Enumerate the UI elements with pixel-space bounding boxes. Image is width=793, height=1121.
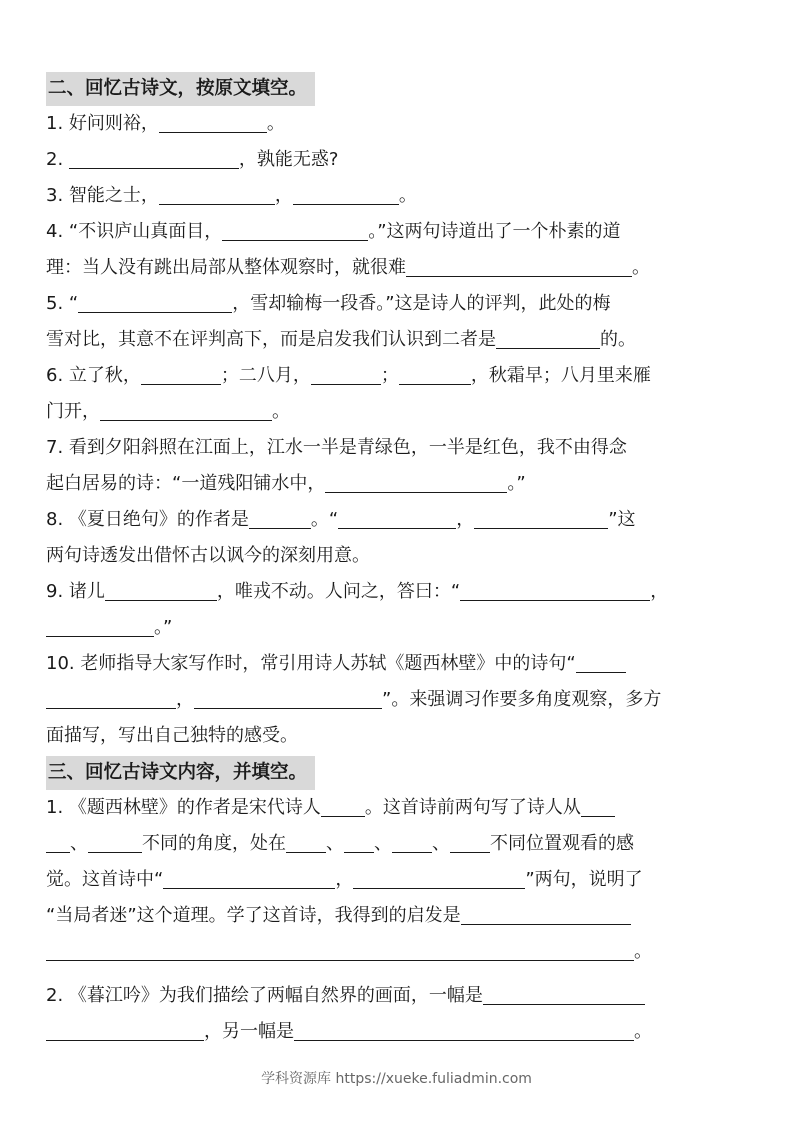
question-6-line-2: 门开， 。: [46, 394, 738, 430]
question-3: 3. 智能之士， ， 。: [46, 178, 738, 214]
answer-blank[interactable]: [294, 1018, 634, 1041]
section-2-questions: [46, 106, 738, 754]
question-9-line-2: 。”: [46, 610, 738, 646]
question-4-line-2: 理：当人没有跳出局部从整体观察时，就很难 。: [46, 250, 738, 286]
answer-blank[interactable]: [46, 1018, 204, 1041]
answer-blank[interactable]: [46, 614, 154, 637]
question-10-line-1: 10. 老师指导大家写作时，常引用诗人苏轼《题西林壁》中的诗句“: [46, 646, 738, 682]
question-8-line-2: 两句诗透发出借怀古以讽今的深刻用意。: [46, 545, 370, 566]
question-7-line-2: 起白居易的诗：“一道残阳铺水中， 。”: [46, 466, 738, 502]
answer-blank[interactable]: [194, 686, 382, 709]
s3-question-1-line-5: 。: [46, 934, 738, 970]
answer-blank[interactable]: [325, 470, 507, 493]
answer-blank[interactable]: [353, 866, 525, 889]
answer-blank[interactable]: [311, 362, 381, 385]
s3-question-1-line-4: “当局者迷”这个道理。学了这首诗，我得到的启发是: [46, 898, 738, 934]
answer-blank[interactable]: [406, 254, 632, 277]
question-5-line-2: 雪对比，其意不在评判高下，而是启发我们认识到二者是 的。: [46, 322, 738, 358]
answer-blank[interactable]: [159, 110, 267, 133]
answer-blank[interactable]: [460, 578, 650, 601]
answer-blank[interactable]: [88, 830, 142, 853]
question-6-line-1: 6. 立了秋， ；二八月， ； ，秋霜早；八月里来雁: [46, 358, 738, 394]
s3-question-1-line-2: 、 不同的角度，处在 、 、 、 不同位置观看的感: [46, 826, 738, 862]
answer-blank[interactable]: [249, 506, 311, 529]
answer-blank[interactable]: [222, 218, 368, 241]
worksheet: [46, 72, 738, 1050]
question-8-line-1: 8. 《夏日绝句》的作者是 。“ ， ”这: [46, 502, 738, 538]
answer-blank[interactable]: [474, 506, 608, 529]
answer-blank[interactable]: [78, 290, 232, 313]
answer-blank[interactable]: [461, 902, 631, 925]
answer-blank[interactable]: [100, 398, 272, 421]
answer-blank[interactable]: [392, 830, 432, 853]
answer-blank[interactable]: [450, 830, 490, 853]
question-1: 1. 好问则裕， 。: [46, 106, 738, 142]
answer-blank[interactable]: [293, 182, 399, 205]
s3-question-1-line-1: 1. 《题西林壁》的作者是宋代诗人 。这首诗前两句写了诗人从: [46, 790, 738, 826]
answer-blank[interactable]: [46, 830, 70, 853]
answer-blank[interactable]: [69, 146, 239, 169]
answer-blank[interactable]: [496, 326, 600, 349]
question-5-line-1: 5. “ ，雪却输梅一段香。”这是诗人的评判，此处的梅: [46, 286, 738, 322]
answer-blank[interactable]: [163, 866, 335, 889]
answer-blank[interactable]: [581, 794, 615, 817]
s3-question-1-line-3: 觉。这首诗中“ ， ”两句，说明了: [46, 862, 738, 898]
question-9-line-1: 9. 诸儿 ，唯戎不动。人问之，答曰：“ ，: [46, 574, 738, 610]
question-7-line-1: 7. 看到夕阳斜照在江面上，江水一半是青绿色，一半是红色，我不由得念: [46, 437, 627, 458]
answer-blank[interactable]: [46, 938, 634, 961]
s3-question-2-line-2: ，另一幅是 。: [46, 1014, 738, 1050]
answer-blank[interactable]: [105, 578, 217, 601]
answer-blank[interactable]: [159, 182, 275, 205]
section-3-heading: 三、回忆古诗文内容，并填空。: [46, 756, 315, 790]
answer-blank[interactable]: [338, 506, 456, 529]
answer-blank[interactable]: [399, 362, 471, 385]
answer-blank[interactable]: [46, 686, 176, 709]
answer-blank[interactable]: [344, 830, 374, 853]
s3-question-2-line-1: 2. 《暮江吟》为我们描绘了两幅自然界的画面，一幅是: [46, 978, 738, 1014]
answer-blank[interactable]: [483, 982, 645, 1005]
section-3-questions: [46, 790, 738, 1050]
answer-blank[interactable]: [286, 830, 326, 853]
question-2: 2. ，孰能无惑?: [46, 142, 738, 178]
footer-watermark: 学科资源库 https://xueke.fuliadmin.com: [261, 1071, 532, 1087]
answer-blank[interactable]: [576, 650, 626, 673]
question-4-line-1: 4. “不识庐山真面目， 。”这两句诗道出了一个朴素的道: [46, 214, 738, 250]
answer-blank[interactable]: [321, 794, 365, 817]
answer-blank[interactable]: [141, 362, 221, 385]
question-10-line-3: 面描写，写出自己独特的感受。: [46, 725, 298, 746]
section-2-heading: 二、回忆古诗文，按原文填空。: [46, 72, 315, 106]
question-10-line-2: ， ”。来强调习作要多角度观察，多方: [46, 682, 738, 718]
